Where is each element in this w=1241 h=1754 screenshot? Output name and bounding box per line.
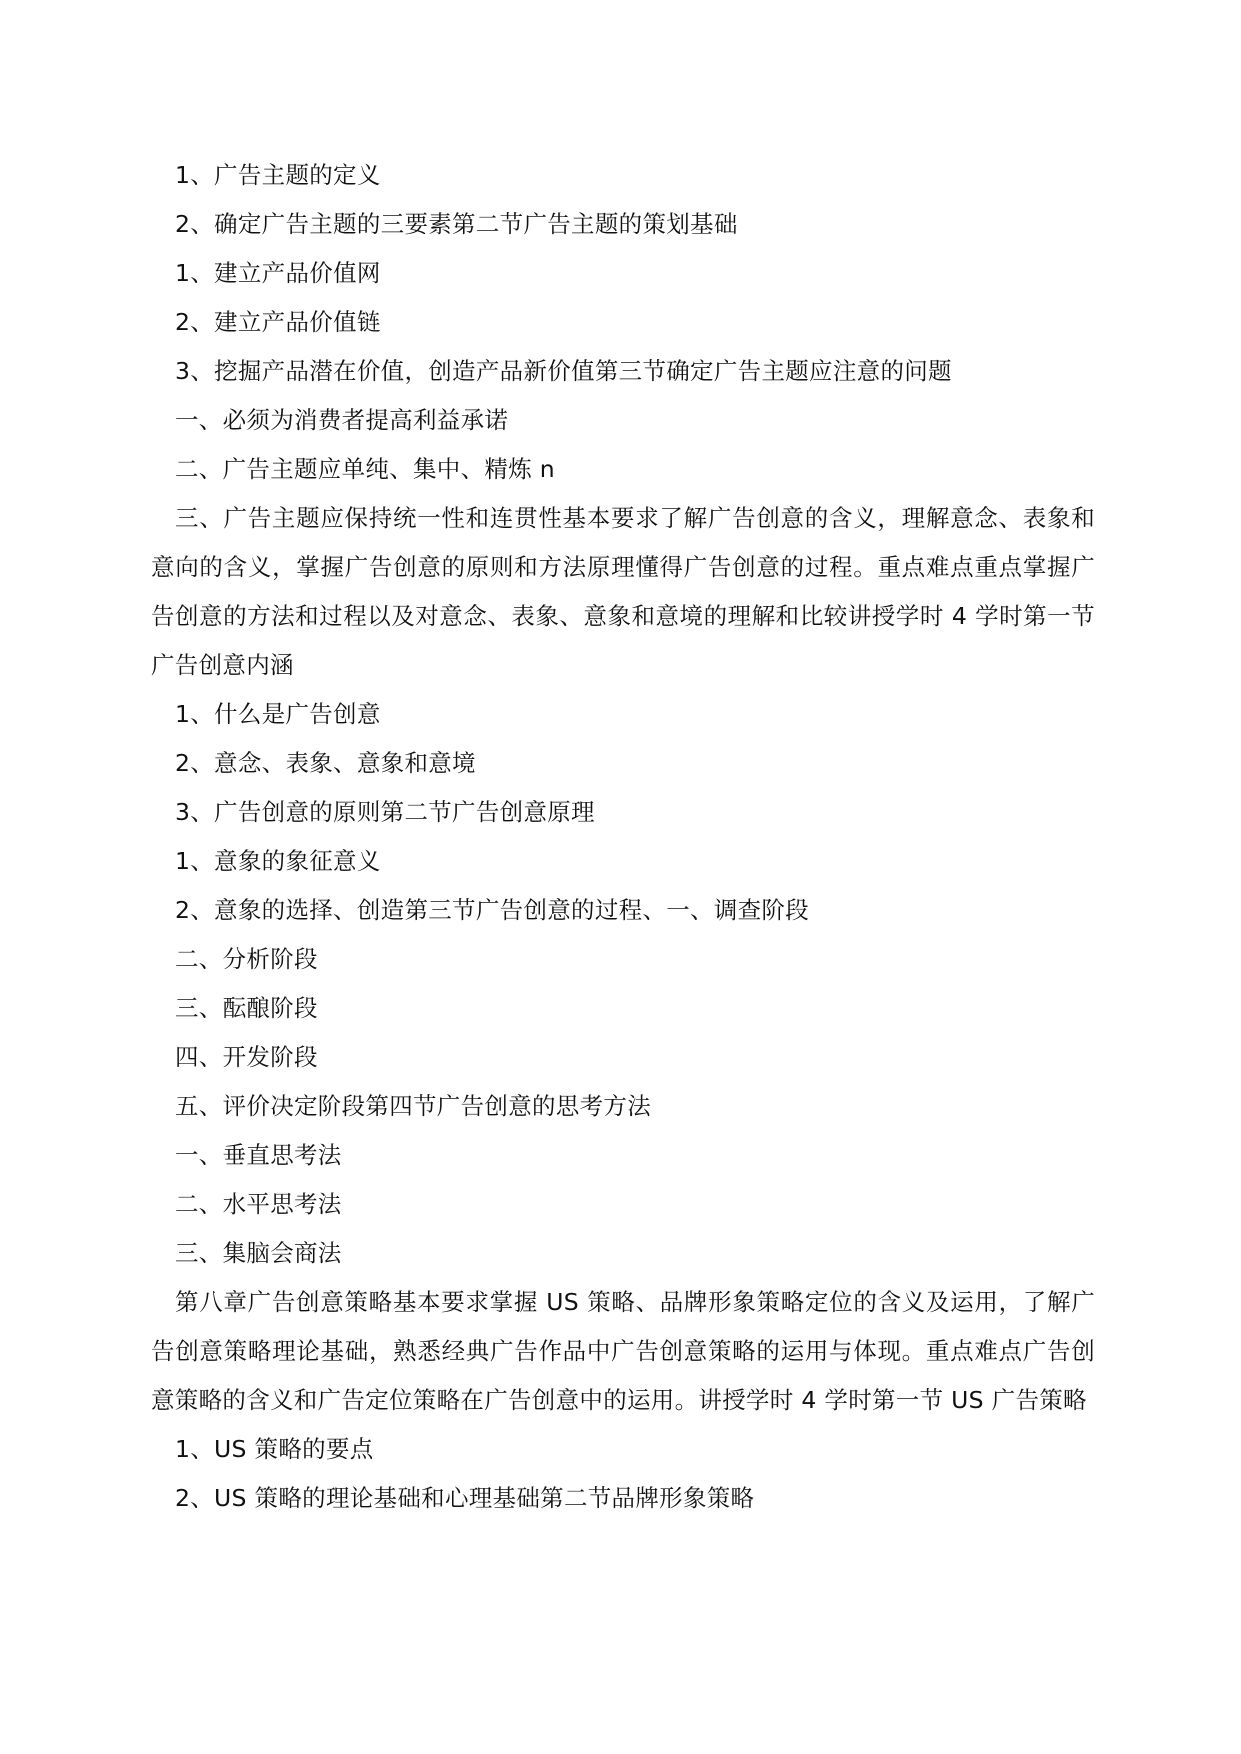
paragraph: 四、开发阶段 (175, 1043, 318, 1071)
paragraph: 1、建立产品价值网 (175, 259, 381, 287)
paragraph: 三、酝酿阶段 (175, 994, 318, 1022)
paragraph: 一、垂直思考法 (175, 1141, 342, 1169)
paragraph: 1、US 策略的要点 (175, 1435, 374, 1463)
paragraph: 三、集脑会商法 (175, 1239, 342, 1267)
paragraph: 第八章广告创意策略基本要求掌握 US 策略、品牌形象策略定位的含义及运用，了解广告创意策略理论基础，熟悉经典广告作品中广告创意策略的运用与体现。重点难点广告创意策略的含义和广告定位策略在广告创意中的运用。讲授学时 4 学时第一节 US 广告策略 (151, 1288, 1095, 1414)
paragraph: 二、分析阶段 (175, 945, 318, 973)
paragraph: 1、意象的象征意义 (175, 847, 381, 875)
paragraph: 2、US 策略的理论基础和心理基础第二节品牌形象策略 (175, 1484, 755, 1512)
paragraph: 三、广告主题应保持统一性和连贯性基本要求了解广告创意的含义，理解意念、表象和意向的含义，掌握广告创意的原则和方法原理懂得广告创意的过程。重点难点重点掌握广告创意的方法和过程以及对意念、表象、意象和意境的理解和比较讲授学时 4 学时第一节广告创意内涵 (151, 504, 1095, 679)
paragraph: 2、建立产品价值链 (175, 308, 381, 336)
paragraph: 1、什么是广告创意 (175, 700, 381, 728)
paragraph: 一、必须为消费者提高利益承诺 (175, 406, 509, 434)
paragraph: 二、水平思考法 (175, 1190, 342, 1218)
paragraph: 3、广告创意的原则第二节广告创意原理 (175, 798, 595, 826)
paragraph: 2、意念、表象、意象和意境 (175, 749, 476, 777)
paragraph: 3、挖掘产品潜在价值，创造产品新价值第三节确定广告主题应注意的问题 (175, 357, 952, 385)
paragraph: 2、意象的选择、创造第三节广告创意的过程、一、调查阶段 (175, 896, 810, 924)
paragraph: 五、评价决定阶段第四节广告创意的思考方法 (175, 1092, 651, 1120)
paragraph: 1、广告主题的定义 (175, 161, 381, 189)
paragraph: 2、确定广告主题的三要素第二节广告主题的策划基础 (175, 210, 738, 238)
document-body (151, 151, 1095, 1523)
paragraph: 二、广告主题应单纯、集中、精炼 n (175, 455, 555, 483)
